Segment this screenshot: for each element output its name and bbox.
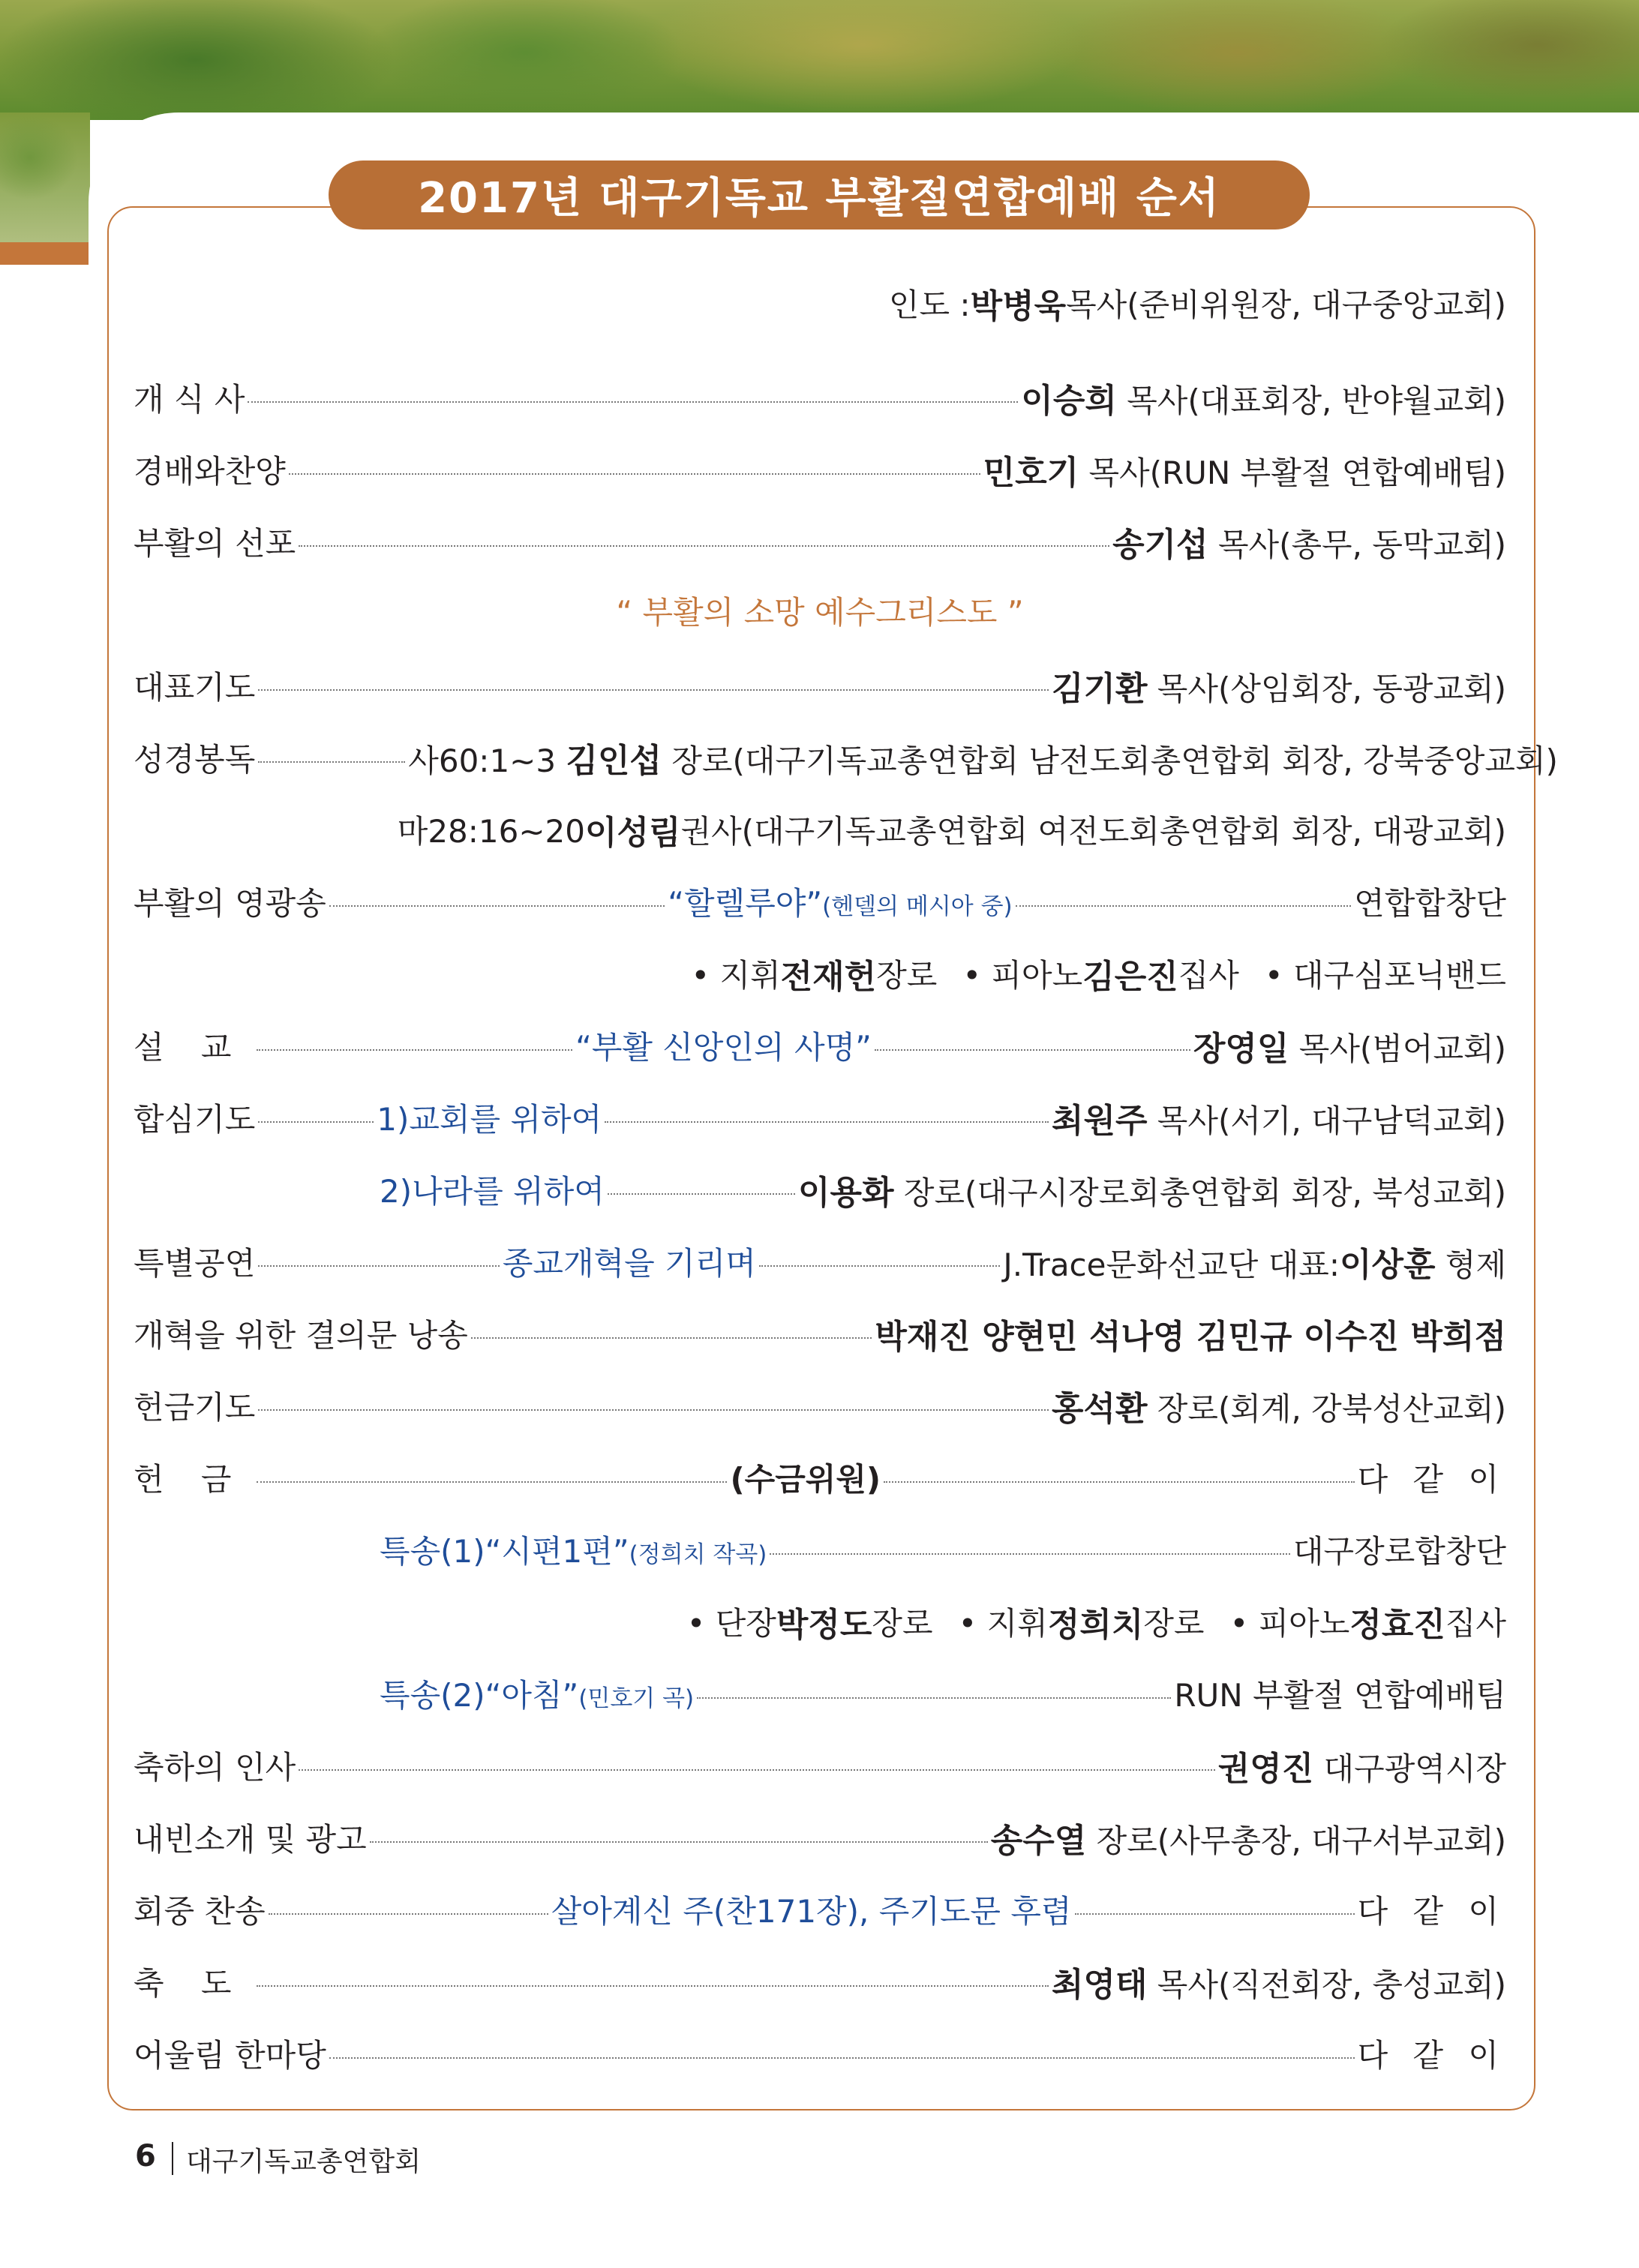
scripture-label: 성경봉독 <box>134 741 256 778</box>
dot-leader <box>258 1265 500 1267</box>
special-title: 종교개혁을 기리며 <box>502 1245 756 1282</box>
offering-prayer-desc: 장로(회계, 강북성산교회) <box>1147 1390 1506 1427</box>
dot-leader <box>258 689 1049 691</box>
dot-leader <box>329 905 665 907</box>
dot-leader <box>289 473 980 475</box>
greeting-row <box>134 1738 1506 1792</box>
sermon-desc: 목사(범어교회) <box>1289 1030 1506 1067</box>
dot-leader <box>1075 1913 1355 1915</box>
credit-name: 박정도 <box>776 1606 872 1644</box>
program-label: 부활의 선포 <box>134 525 296 562</box>
page-number: 6 <box>135 2139 156 2174</box>
greeting-desc: 대구광역시장 <box>1313 1750 1506 1787</box>
program-desc: 목사(상임회장, 동광교회) <box>1147 670 1506 707</box>
prayer-desc: 목사(서기, 대구남덕교회) <box>1147 1102 1506 1139</box>
leader-row <box>134 276 1506 330</box>
program-desc: 목사(총무, 동막교회) <box>1208 526 1506 563</box>
resolution-label: 개혁을 위한 결의문 낭송 <box>134 1317 468 1354</box>
fellowship-label: 어울림 한마당 <box>134 2037 326 2074</box>
fellowship-performer: 다 같 이 <box>1357 2037 1506 2074</box>
program-desc: 목사(RUN 부활절 연합예배팀) <box>1079 454 1506 491</box>
credit-title: 장로 <box>872 1605 933 1642</box>
theme-row <box>134 584 1506 638</box>
dot-leader <box>471 1337 872 1339</box>
sermon-preacher: 장영일 <box>1193 1030 1289 1068</box>
scripture-desc: 장로(대구기독교총연합회 남전도회총연합회 회장, 강북중앙교회) <box>661 742 1558 779</box>
program-row-prayer <box>134 658 1506 712</box>
guests-name: 송수열 <box>990 1822 1087 1860</box>
credit-role: • 피아노 <box>1229 1605 1350 1642</box>
prayer-row-2 <box>134 1162 1506 1216</box>
credit-role: • 단장 <box>686 1605 776 1642</box>
dot-leader <box>299 1769 1214 1771</box>
special-song-performer: RUN 부활절 연합예배팀 <box>1174 1677 1506 1714</box>
credit-role: • 지휘 <box>958 1605 1048 1642</box>
credit-role: • 피아노 <box>962 957 1083 994</box>
page-title: 2017년 대구기독교 부활절연합예배 순서 <box>329 160 1310 230</box>
leader-desc: 목사(준비위원장, 대구중앙교회) <box>1066 286 1506 323</box>
dot-leader <box>875 1049 1190 1051</box>
leader-role: 인도 : <box>888 286 971 323</box>
footer-organization: 대구기독교총연합회 <box>186 2146 421 2177</box>
dot-leader <box>1016 905 1352 907</box>
hymn-label: 회중 찬송 <box>134 1893 266 1930</box>
program-row-opening <box>134 370 1506 424</box>
special-song-title: 특송(1)“시편1편” <box>380 1533 629 1570</box>
program-desc: 목사(대표회장, 반야월교회) <box>1116 382 1506 419</box>
program-label: 경배와찬양 <box>134 453 286 490</box>
scripture-row-2 <box>134 802 1506 856</box>
dot-leader <box>759 1265 1001 1267</box>
program-name: 민호기 <box>983 454 1079 492</box>
offering-mid: (수금위원) <box>730 1461 881 1498</box>
resolution-row <box>134 1306 1506 1360</box>
offering-prayer-name: 홍석환 <box>1051 1390 1148 1428</box>
special-song-title: 특송(2)“아침” <box>380 1677 579 1714</box>
prayer-topic: 1)교회를 위하여 <box>377 1101 602 1138</box>
dot-leader <box>608 1193 795 1195</box>
special-song-note: (정희치 작곡) <box>629 1541 767 1568</box>
guests-desc: 장로(사무총장, 대구서부교회) <box>1086 1822 1506 1859</box>
dot-leader <box>257 1049 572 1051</box>
benediction-name: 최영태 <box>1051 1966 1148 2004</box>
dot-leader <box>257 1481 727 1483</box>
theme-text: “ 부활의 소망 예수그리스도 ” <box>616 594 1024 631</box>
prayer-label: 합심기도 <box>134 1101 256 1138</box>
glory-song: “할렐루야” <box>668 885 823 922</box>
offering-performer: 다 같 이 <box>1357 1461 1507 1498</box>
header-landscape-image <box>0 0 1639 120</box>
sermon-row <box>134 1018 1506 1072</box>
credit-name: 정희치 <box>1047 1606 1144 1644</box>
resolution-names: 박재진 양현민 석나영 김민규 이수진 박희점 <box>875 1318 1506 1356</box>
offering-label: 헌 금 <box>134 1461 245 1498</box>
dot-leader <box>248 401 1018 403</box>
scripture-reader: 이성림 <box>585 814 681 852</box>
dot-leader <box>884 1481 1354 1483</box>
scripture-desc: 권사(대구기독교총연합회 여전도회총연합회 회장, 대광교회) <box>680 813 1506 850</box>
special-name: 이상훈 <box>1340 1246 1436 1284</box>
hymn-performer: 다 같 이 <box>1357 1893 1506 1930</box>
footer-divider <box>172 2142 173 2175</box>
glory-label: 부활의 영광송 <box>134 885 326 922</box>
special-desc: 형제 <box>1435 1246 1507 1283</box>
program-row-proclamation <box>134 514 1506 568</box>
dot-leader <box>269 1913 548 1915</box>
dot-leader <box>697 1697 1171 1699</box>
leader-name: 박병욱 <box>970 287 1067 326</box>
guests-label: 내빈소개 및 광고 <box>134 1821 367 1858</box>
credit-title: 집사 <box>1178 957 1239 994</box>
credit-name: 전재헌 <box>780 958 877 996</box>
prayer-row <box>134 1090 1506 1144</box>
scripture-ref: 마28:16~20 <box>397 813 585 850</box>
program-row-worship <box>134 442 1506 496</box>
dot-leader <box>258 1409 1049 1411</box>
credit-name: 정효진 <box>1349 1606 1445 1644</box>
special-row <box>134 1234 1506 1288</box>
hymn-row <box>134 1882 1506 1936</box>
accent-bar <box>0 242 89 265</box>
program-label: 대표기도 <box>134 669 256 706</box>
special-song-1-credits <box>134 1594 1506 1648</box>
benediction-label: 축 도 <box>134 1965 245 2002</box>
glory-row <box>134 874 1506 928</box>
dot-leader <box>605 1121 1049 1123</box>
credit-band: • 대구심포닉밴드 <box>1264 957 1506 994</box>
credit-title: 장로 <box>876 957 938 994</box>
benediction-desc: 목사(직전회장, 충성교회) <box>1147 1966 1506 2003</box>
special-label: 특별공연 <box>134 1245 256 1282</box>
dot-leader <box>258 761 405 763</box>
prayer-leader: 이용화 <box>798 1174 894 1212</box>
scripture-row <box>134 730 1558 784</box>
special-prefix: J.Trace문화선교단 대표: <box>1003 1246 1340 1283</box>
special-song-1-row <box>134 1522 1506 1576</box>
program-name: 이승희 <box>1021 382 1117 420</box>
greeting-label: 축하의 인사 <box>134 1749 296 1786</box>
offering-prayer-label: 헌금기도 <box>134 1389 256 1426</box>
fellowship-row <box>134 2026 1506 2080</box>
special-song-performer: 대구장로합창단 <box>1292 1533 1506 1570</box>
guests-row <box>134 1810 1506 1864</box>
glory-performer: 연합합창단 <box>1354 885 1507 922</box>
dot-leader <box>258 1121 374 1123</box>
scripture-ref: 사60:1~3 <box>408 742 566 779</box>
glory-credits <box>134 946 1506 1000</box>
prayer-topic: 2)나라를 위하여 <box>380 1173 605 1210</box>
offering-prayer-row <box>134 1378 1506 1432</box>
glory-song-note: (헨델의 메시아 중) <box>822 893 1013 920</box>
program-name: 송기섭 <box>1112 526 1208 564</box>
special-song-2-row <box>134 1666 1506 1720</box>
credit-role: • 지휘 <box>691 957 781 994</box>
prayer-leader: 최원주 <box>1051 1102 1148 1140</box>
dot-leader <box>257 1985 1049 1987</box>
sermon-label: 설 교 <box>134 1029 245 1066</box>
dot-leader <box>299 545 1109 547</box>
program-label: 개 식 사 <box>134 381 245 418</box>
greeting-name: 권영진 <box>1217 1750 1314 1788</box>
sermon-title: “부활 신앙인의 사명” <box>575 1029 872 1066</box>
scripture-reader: 김인섭 <box>566 742 662 780</box>
special-song-note: (민호기 곡) <box>578 1685 695 1712</box>
dot-leader <box>770 1553 1290 1555</box>
offering-row <box>134 1450 1506 1504</box>
program-name: 김기환 <box>1051 670 1148 708</box>
prayer-desc: 장로(대구시장로회총연합회 회장, 북성교회) <box>893 1174 1506 1211</box>
dot-leader <box>329 2057 1355 2059</box>
credit-title: 장로 <box>1143 1605 1205 1642</box>
benediction-row <box>134 1954 1506 2008</box>
credit-title: 집사 <box>1445 1605 1506 1642</box>
hymn-title: 살아계신 주(찬171장), 주기도문 후렴 <box>551 1893 1072 1930</box>
dot-leader <box>370 1841 988 1843</box>
credit-name: 김은진 <box>1082 958 1178 996</box>
header-landscape-edge <box>0 112 90 262</box>
